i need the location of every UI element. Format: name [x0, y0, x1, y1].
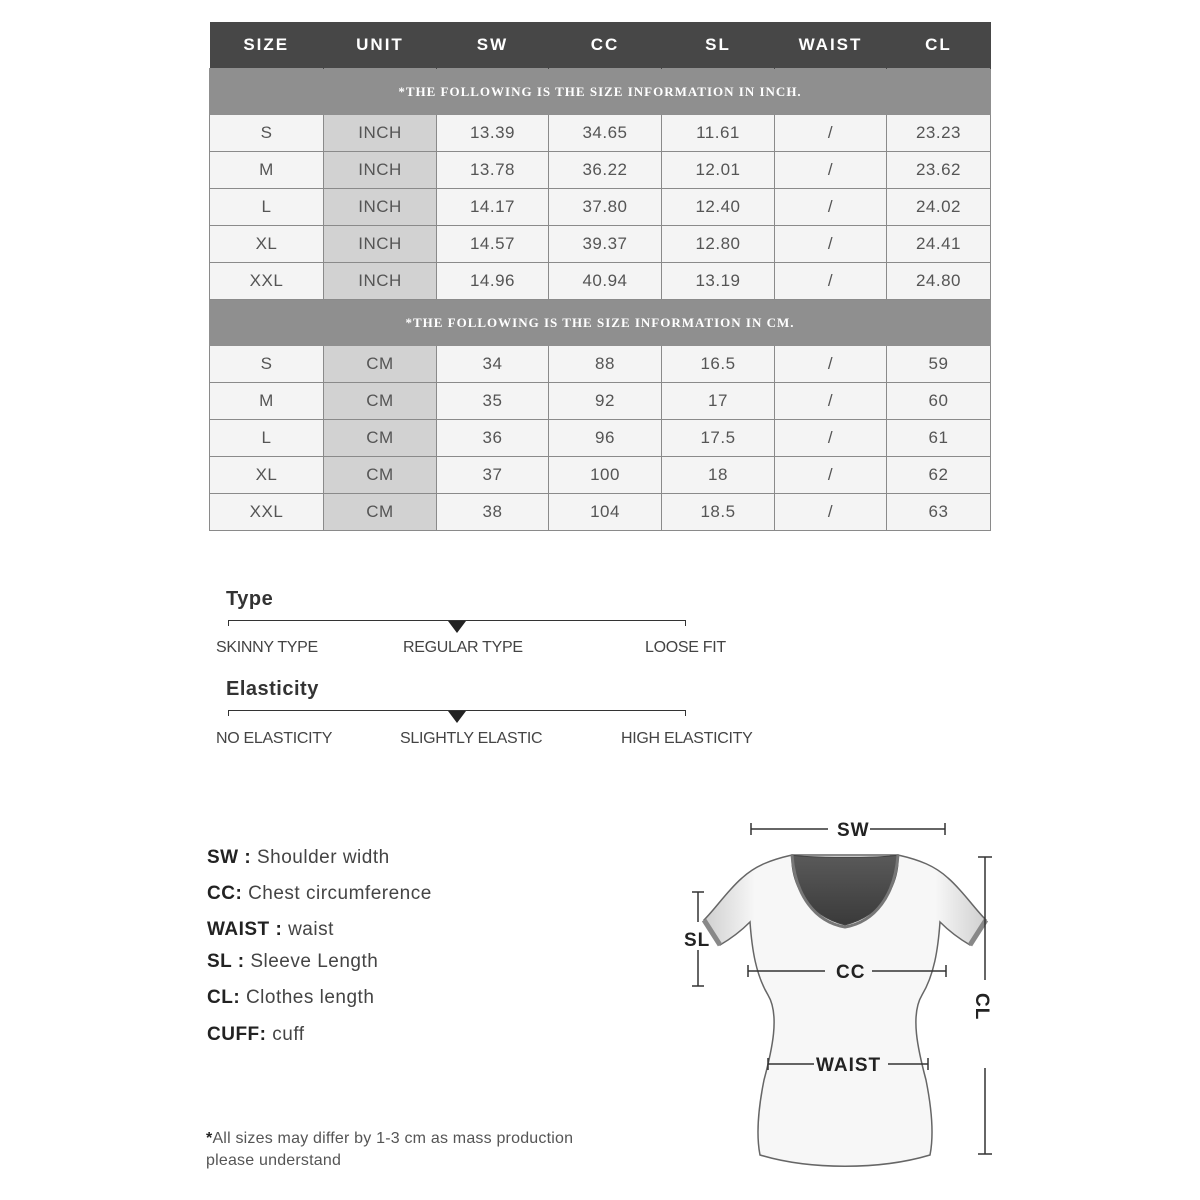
cc-cell: 37.80 [549, 189, 662, 226]
size-cell: L [210, 189, 324, 226]
size-cell: L [210, 420, 324, 457]
cl-cell: 59 [887, 346, 991, 383]
table-row [210, 189, 991, 226]
legend-item-cc [207, 883, 432, 905]
inch-section-row [210, 69, 991, 115]
unit-cell: INCH [324, 152, 437, 189]
legend-item-cuff [207, 1024, 305, 1046]
cc-cell: 40.94 [549, 263, 662, 300]
table-row [210, 383, 991, 420]
disclaimer-line2: please understand [206, 1152, 342, 1169]
legend-desc: Chest circumference [248, 883, 432, 904]
legend-item-sw [207, 847, 390, 869]
cl-cell: 24.02 [887, 189, 991, 226]
unit-cell: CM [324, 420, 437, 457]
waist-cell: / [775, 115, 887, 152]
header-cc: CC [549, 22, 662, 69]
cc-cell: 104 [549, 494, 662, 531]
waist-cell: / [775, 263, 887, 300]
sl-cell: 11.61 [662, 115, 775, 152]
cl-cell: 60 [887, 383, 991, 420]
waist-cell: / [775, 189, 887, 226]
cc-cell: 88 [549, 346, 662, 383]
type-scale-title: Type [226, 588, 274, 610]
table-row [210, 115, 991, 152]
elasticity-scale-title: Elasticity [226, 678, 319, 700]
header-unit: UNIT [324, 22, 437, 69]
sl-cell: 12.40 [662, 189, 775, 226]
sw-label: SW [837, 820, 870, 841]
table-row [210, 263, 991, 300]
header-sw: SW [437, 22, 549, 69]
header-cl: CL [887, 22, 991, 69]
size-cell: S [210, 115, 324, 152]
cc-cell: 96 [549, 420, 662, 457]
elasticity-label-high: HIGH ELASTICITY [621, 730, 753, 747]
sw-cell: 36 [437, 420, 549, 457]
cl-cell: 23.23 [887, 115, 991, 152]
cc-cell: 92 [549, 383, 662, 420]
cm-section-note: *THE FOLLOWING IS THE SIZE INFORMATION IN CM. [210, 300, 991, 346]
legend-item-cl [207, 987, 374, 1009]
type-label-skinny: SKINNY TYPE [216, 639, 318, 656]
sw-cell: 34 [437, 346, 549, 383]
size-cell: M [210, 383, 324, 420]
sw-cell: 37 [437, 457, 549, 494]
cc-cell: 39.37 [549, 226, 662, 263]
legend-item-sl [207, 951, 378, 973]
cl-cell: 23.62 [887, 152, 991, 189]
cl-label: CL [971, 993, 992, 1021]
legend-abbr: WAIST : [207, 919, 283, 940]
sl-cell: 16.5 [662, 346, 775, 383]
sw-cell: 13.39 [437, 115, 549, 152]
header-sl: SL [662, 22, 775, 69]
legend-desc: Clothes length [245, 987, 375, 1008]
cc-cell: 34.65 [549, 115, 662, 152]
type-label-regular: REGULAR TYPE [403, 639, 523, 656]
table-header-row [210, 22, 991, 69]
inch-section-note: *THE FOLLOWING IS THE SIZE INFORMATION IN INCH. [210, 69, 991, 115]
waist-cell: / [775, 346, 887, 383]
header-size: SIZE [210, 22, 324, 69]
type-label-loose: LOOSE FIT [645, 639, 726, 656]
disclaimer [206, 1128, 573, 1172]
sl-cell: 12.01 [662, 152, 775, 189]
cc-cell: 100 [549, 457, 662, 494]
cl-cell: 24.80 [887, 263, 991, 300]
unit-cell: INCH [324, 226, 437, 263]
legend-abbr: SW : [207, 847, 252, 868]
cm-section-row [210, 300, 991, 346]
size-cell: XXL [210, 263, 324, 300]
size-cell: XXL [210, 494, 324, 531]
size-cell: XL [210, 226, 324, 263]
elasticity-scale-marker [448, 711, 466, 723]
waist-cell: / [775, 226, 887, 263]
unit-cell: CM [324, 383, 437, 420]
sl-cell: 18.5 [662, 494, 775, 531]
legend-item-waist [207, 919, 334, 941]
legend-abbr: CC: [207, 883, 243, 904]
legend-abbr: CUFF: [207, 1024, 267, 1045]
sw-cell: 14.17 [437, 189, 549, 226]
table-row [210, 420, 991, 457]
sl-cell: 13.19 [662, 263, 775, 300]
legend-desc: cuff [272, 1024, 305, 1045]
waist-cell: / [775, 152, 887, 189]
sl-cell: 12.80 [662, 226, 775, 263]
table-row [210, 346, 991, 383]
table-row [210, 494, 991, 531]
legend-abbr: CL: [207, 987, 241, 1008]
elasticity-label-none: NO ELASTICITY [216, 730, 333, 747]
table-row [210, 457, 991, 494]
sw-cell: 13.78 [437, 152, 549, 189]
sl-cell: 17.5 [662, 420, 775, 457]
tshirt-measurement-diagram [680, 810, 1010, 1170]
cc-label: CC [836, 962, 866, 983]
unit-cell: CM [324, 346, 437, 383]
legend-abbr: SL : [207, 951, 245, 972]
disclaimer-line1: All sizes may differ by 1-3 cm as mass production [212, 1130, 574, 1147]
sw-cell: 35 [437, 383, 549, 420]
unit-cell: INCH [324, 115, 437, 152]
sl-cell: 18 [662, 457, 775, 494]
cc-cell: 36.22 [549, 152, 662, 189]
sl-label: SL [684, 930, 711, 951]
waist-cell: / [775, 457, 887, 494]
unit-cell: INCH [324, 189, 437, 226]
sw-cell: 14.96 [437, 263, 549, 300]
sl-cell: 17 [662, 383, 775, 420]
waist-label: WAIST [816, 1055, 882, 1076]
cl-cell: 61 [887, 420, 991, 457]
cl-cell: 62 [887, 457, 991, 494]
waist-cell: / [775, 494, 887, 531]
size-cell: XL [210, 457, 324, 494]
legend-desc: Sleeve Length [250, 951, 379, 972]
disclaimer-star: * [206, 1130, 213, 1147]
sw-cell: 14.57 [437, 226, 549, 263]
unit-cell: CM [324, 457, 437, 494]
cl-cell: 63 [887, 494, 991, 531]
sw-cell: 38 [437, 494, 549, 531]
size-cell: S [210, 346, 324, 383]
waist-cell: / [775, 420, 887, 457]
size-table [209, 22, 991, 531]
table-row [210, 226, 991, 263]
header-waist: WAIST [775, 22, 887, 69]
legend-desc: waist [288, 919, 334, 940]
cl-cell: 24.41 [887, 226, 991, 263]
elasticity-label-slight: SLIGHTLY ELASTIC [400, 730, 543, 747]
table-row [210, 152, 991, 189]
unit-cell: INCH [324, 263, 437, 300]
unit-cell: CM [324, 494, 437, 531]
size-cell: M [210, 152, 324, 189]
legend-desc: Shoulder width [257, 847, 390, 868]
type-scale-marker [448, 621, 466, 633]
waist-cell: / [775, 383, 887, 420]
